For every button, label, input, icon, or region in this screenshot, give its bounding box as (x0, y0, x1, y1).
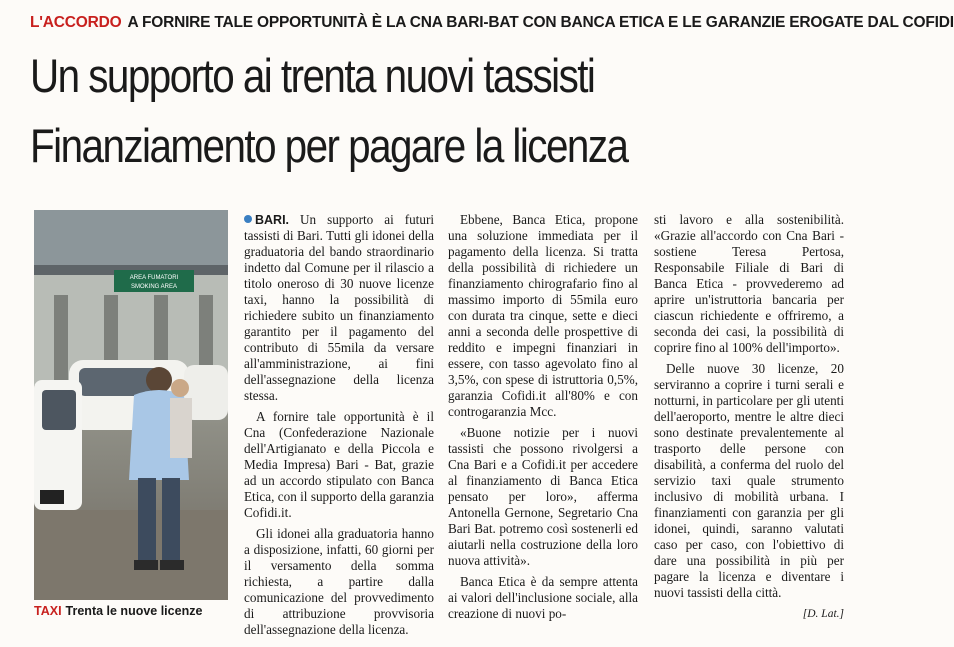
paragraph: Ebbene, Banca Etica, propone una soluzione immediata per il pagamento della licenza. Si tratta della possibilità di richiedere un finanziamento chirografario fino al massimo importo di 55mila euro con durata tra cinque, sette e dieci anni a seconda delle prospettive di reddito e impegni finanziari in essere, con tasso agevolato fino al 3,5%, con spese di istruttoria 0,5%, garanzia Cofidi.it all'80% e con controgaranzia Mcc. (448, 212, 638, 419)
sign-line-2: SMOKING AREA (130, 284, 178, 290)
paragraph: Banca Etica è da sempre attenta ai valori dell'inclusione sociale, alla creazione di nuovi po- (448, 574, 638, 621)
kicker-text: A FORNIRE TALE OPPORTUNITÀ È LA CNA BARI-BAT CON BANCA ETICA E LE GARANZIE EROGATE DAL COFIDI (127, 14, 954, 31)
kicker (30, 14, 954, 32)
author-signature: [D. Lat.] (802, 608, 844, 620)
paragraph: «Buone notizie per i nuovi tassisti che possono rivolgersi a Cna Bari e a Cofidi.it per accedere al finanziamento di Banca Etica pensato per loro», afferma Antonella Gernone, Segretario Cna Bari Bat. potremo così sostenerli ed aiutarli nella costruzione della loro nuova attività». (448, 425, 638, 568)
paragraph: sti lavoro e alla sostenibilità. «Grazie all'accordo con Cna Bari - sostiene Teresa Pertosa, Responsabile Filiale di Bari di Banca Etica - provvederemo ad aprire un'istruttoria bancaria per ciascun richiedente e offriremo, a seconda dei casi, la possibilità di coprire fino al 100% dell'importo». (654, 212, 844, 355)
paragraph (244, 212, 434, 404)
paragraph: Delle nuove 30 licenze, 20 serviranno a coprire i turni serali e notturni, in particolare per gli utenti dell'aeroporto, mentre le altre dieci sono destinate prevalentemente al trasporto delle persone con disabilità, a conferma del ruolo del servizio taxi quale strumento inclusivo di mobilità urbana. I finanziamenti con garanzia per gli idonei, quindi, saranno valutati caso per caso, con l'obiettivo di dare una possibilità in più per pagare la licenza e diventare i nuovi tassisti della città. (654, 361, 844, 600)
sign-line-1: AREA FUMATORI (129, 275, 179, 281)
paragraph: Gli idonei alla graduatoria hanno a disposizione, infatti, 60 giorni per il versamento della somma richiesta, a partire dalla comunicazione del provvedimento di attribuzione provvisoria dell'assegnazione della licenza. (244, 526, 434, 637)
article-column-2 (448, 212, 638, 627)
article-column-3 (654, 212, 844, 622)
location-label: BARI. (255, 213, 290, 227)
photo-caption (34, 604, 234, 618)
headline-line-1: Un supporto ai trenta nuovi tassisti (30, 49, 595, 102)
caption-text: Trenta le nuove licenze (65, 604, 203, 618)
kicker-tag: L'ACCORDO (30, 14, 122, 31)
bullet-dot-icon (244, 215, 252, 223)
caption-tag: TAXI (34, 604, 62, 618)
headline-line-2: Finanziamento per pagare la licenza (30, 119, 628, 172)
article-column-1 (244, 212, 434, 643)
paragraph: A fornire tale opportunità è il Cna (Confederazione Nazionale dell'Artigianato e della Piccola e Media Impresa) Bari - Bat, grazie ad un accordo stipulato con Banca Etica, con il supporto della garanzia Cofidi.it. (244, 409, 434, 520)
taxi-photo (34, 210, 228, 600)
paragraph-text: Un supporto ai futuri tassisti di Bari. Tutti gli idonei della graduatoria del bando straordinario indetto dal Comune per il rilascio a titolo oneroso di 30 nuove licenze taxi, hanno la possibilità di richiedere subito un finanziamento garantito per il pagamento del contributo di 55mila da versare all'amministrazione, ai fini dell'assegnazione della licenza stessa. (244, 212, 434, 403)
taxi-photo-illustration (34, 210, 228, 600)
